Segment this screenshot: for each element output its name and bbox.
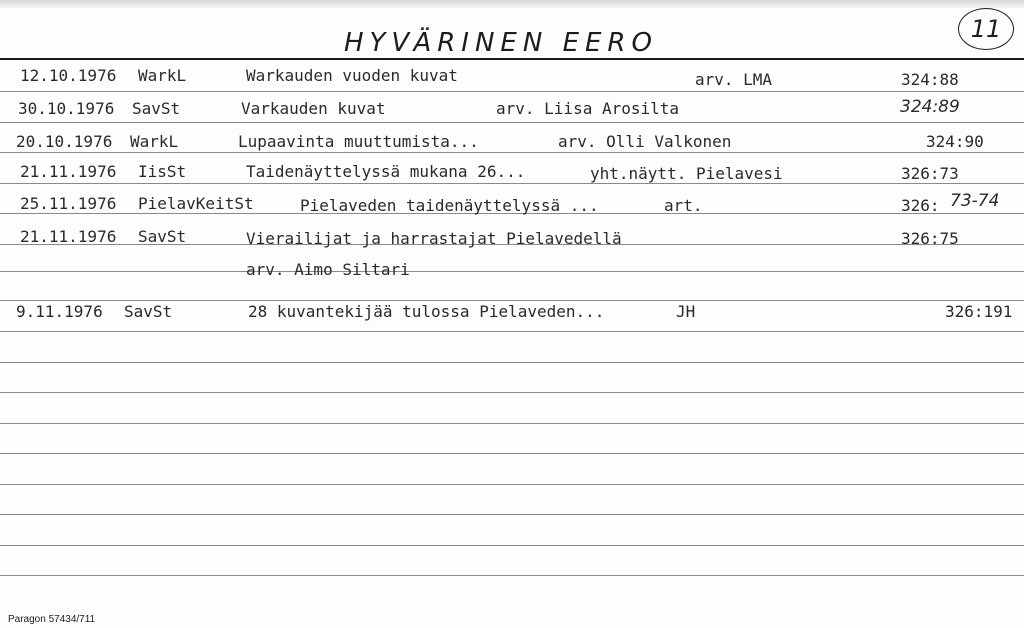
card-top-edge [0,0,1024,8]
entry-title: Warkauden vuoden kuvat [246,66,458,85]
entry-ref: 326:73 [901,164,959,183]
entry-source: WarkL [138,66,187,85]
ruled-line [0,362,1024,363]
entry-source: WarkL [130,132,179,151]
ruled-line [0,423,1024,424]
entry-ref: 326:75 [901,229,959,248]
entry-ref: 324:88 [901,70,959,89]
entry-ref: 324:90 [926,132,984,151]
entry-source: SavSt [132,99,181,118]
ruled-line [0,122,1024,123]
entry-title: Pielaveden taidenäyttelyssä ... [300,196,599,215]
entry-date: 21.11.1976 [20,162,117,181]
ruled-line [0,545,1024,546]
entry-author: arv. LMA [695,70,773,89]
entry-author: yht.näytt. Pielavesi [590,164,783,183]
entry-date: 21.11.1976 [20,227,117,246]
header-rule [0,58,1024,60]
ruled-line [0,484,1024,485]
entry-author: arv. Olli Valkonen [558,132,732,151]
entry-author: JH [676,302,696,321]
entry-title: Varkauden kuvat [241,99,386,118]
ruled-line [0,331,1024,332]
print-code: Paragon 57434/711 [8,614,96,625]
entry-date: 9.11.1976 [16,302,103,321]
entry-title: Lupaavinta muuttumista... [238,132,479,151]
entry-date: 12.10.1976 [20,66,117,85]
entry-source: PielavKeitSt [138,194,254,213]
name-handwritten: HYVÄRINEN EERO [344,28,658,58]
entry-title: Vierailijat ja harrastajat Pielavedellä [246,229,622,248]
entry-author: arv. Aimo Siltari [246,260,410,279]
entry-source: SavSt [138,227,187,246]
ruled-line [0,300,1024,301]
ruled-line [0,152,1024,153]
entry-date: 30.10.1976 [18,99,115,118]
ruled-line [0,91,1024,92]
card-number-circle [958,8,1014,50]
ruled-line [0,271,1024,272]
entry-ref-handwritten: 73-74 [950,191,1000,211]
ruled-line [0,183,1024,184]
ruled-line [0,392,1024,393]
entry-author: art. [664,196,703,215]
entry-ref-prefix: 326: [901,196,940,215]
ruled-line [0,575,1024,576]
ruled-line [0,453,1024,454]
entry-ref: 326:191 [945,302,1013,321]
entry-source: IisSt [138,162,187,181]
entry-title: Taidenäyttelyssä mukana 26... [246,162,526,181]
entry-author: arv. Liisa Arosilta [496,99,680,118]
card-number: 11 [970,15,1002,43]
entry-title: 28 kuvantekijää tulossa Pielaveden... [248,302,605,321]
entry-ref-handwritten: 324:89 [900,97,960,117]
entry-date: 25.11.1976 [20,194,117,213]
entry-date: 20.10.1976 [16,132,113,151]
entry-source: SavSt [124,302,173,321]
ruled-line [0,514,1024,515]
